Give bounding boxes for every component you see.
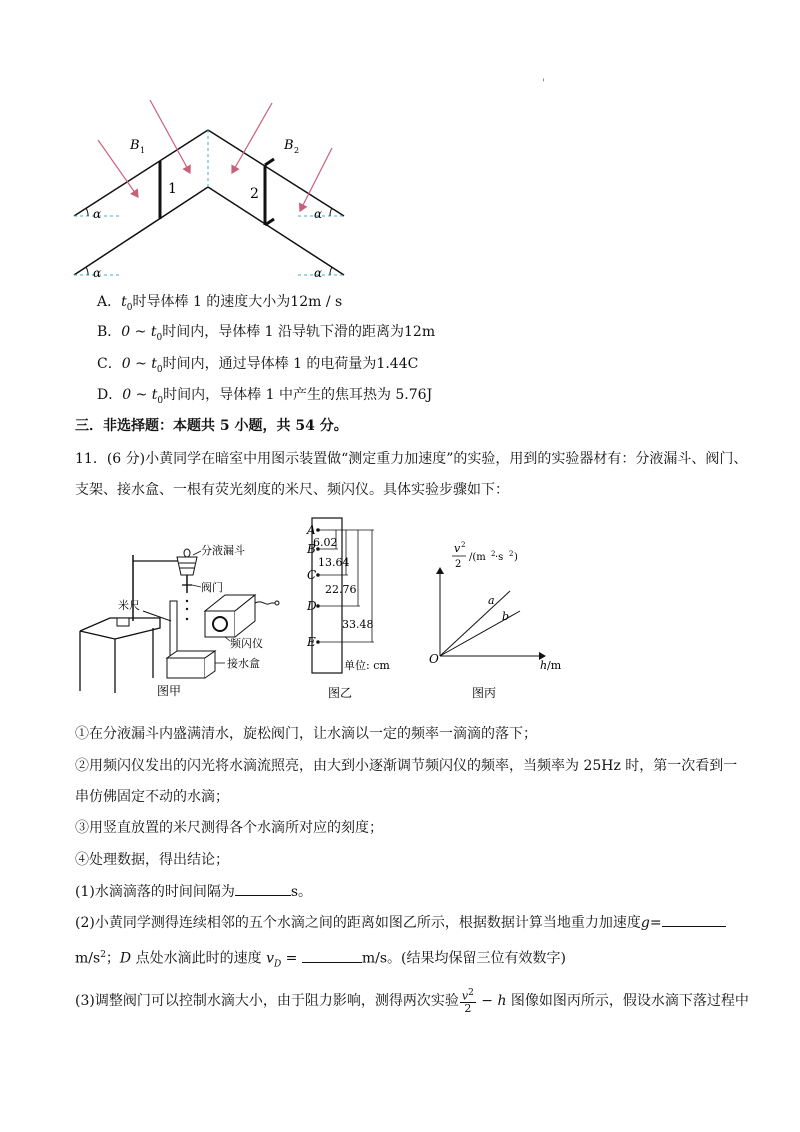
dist-ab: 6.02 — [313, 536, 338, 549]
answer-blank[interactable] — [302, 948, 362, 963]
question-2: (2)小黄同学测得连续相邻的五个水滴之间的距离如图乙所示，根据数据计算当地重力加速度g= — [75, 912, 726, 933]
line-a — [440, 591, 510, 656]
dist-ae: 33.48 — [342, 618, 374, 631]
section-heading: 三．非选择题：本题共 5 小题，共 54 分。 — [75, 418, 348, 434]
angle-arc — [330, 267, 332, 275]
question-1: (1)水滴滴落的时间间隔为 s。 — [75, 881, 312, 902]
y-label-unit2-sup: 2 — [509, 550, 514, 558]
upper-right-rail — [208, 130, 344, 216]
lower-left-rail — [74, 187, 208, 275]
alpha-label: α — [93, 266, 102, 280]
y-label-unit2: ·s — [495, 552, 504, 563]
line-a-label: a — [488, 594, 495, 607]
option-a: A．$t_0$时导体棒 1 的速度大小为12m / s — [97, 294, 343, 313]
b2-label: B — [284, 138, 294, 153]
y-label-num: v — [454, 542, 461, 555]
alpha-label: α — [93, 207, 102, 221]
figure-yi-caption: 图乙 — [328, 686, 353, 700]
dist-ac: 13.64 — [318, 556, 350, 569]
b2-sub: 2 — [294, 146, 300, 155]
rail-diagram — [60, 95, 360, 290]
point-d: D — [307, 599, 317, 613]
step-1: ①在分液漏斗内盛满清水，旋松阀门，让水滴以一定的频率一滴滴的落下； — [75, 726, 537, 742]
step-2a: ②用频闪仪发出的闪光将水滴流照亮，由大到小逐渐调节频闪仪的频率，当频率为 25Hz 时，第一次看到一 — [75, 758, 738, 774]
angle-arc — [86, 208, 88, 216]
y-label-unit-sup: 2 — [491, 550, 496, 558]
x-unit: /m — [547, 659, 562, 672]
rod-1-label: 1 — [168, 181, 177, 197]
angle-arc — [330, 208, 332, 216]
alpha-label: α — [314, 207, 323, 221]
unit-label: 单位: cm — [344, 659, 390, 672]
field-arrow — [150, 100, 190, 173]
angle-arc — [86, 267, 88, 275]
origin-label: O — [429, 652, 439, 666]
upper-left-rail — [74, 130, 208, 216]
figure-jia — [75, 513, 295, 703]
figure-bing-caption: 图丙 — [472, 686, 497, 700]
dist-ad: 22.76 — [325, 583, 357, 596]
strobe-label: 频闪仪 — [230, 637, 263, 650]
step-2b: 串仿佛固定不动的水滴； — [75, 789, 229, 805]
field-arrow — [232, 103, 272, 173]
b1-sub: 1 — [140, 146, 146, 155]
figure-bing — [420, 513, 580, 703]
y-label-close: ) — [514, 552, 518, 563]
alpha-label: α — [314, 266, 323, 280]
answer-blank[interactable] — [235, 881, 291, 896]
option-d: D．0 ~ $t_0$时间内，导体棒 1 中产生的焦耳热为 5.76J — [97, 387, 433, 406]
answer-blank[interactable] — [662, 912, 726, 927]
y-label-den: 2 — [455, 559, 462, 570]
figure-jia-caption: 图甲 — [157, 684, 182, 698]
x-label: h — [540, 659, 548, 672]
option-c: C．0 ~ $t_0$时间内，通过导体棒 1 的电荷量为1.44C — [97, 356, 419, 375]
point-c: C — [307, 568, 317, 582]
q11-line2: 支架、接水盒、一根有荧光刻度的米尺、频闪仪。具体实验步骤如下： — [75, 482, 509, 498]
point-b: B — [307, 542, 316, 556]
figure-yi — [298, 513, 408, 703]
option-b: B．0 ~ $t_0$时间内，导体棒 1 沿导轨下滑的距离为12m — [97, 324, 436, 343]
q11-line1: 11．(6 分)小黄同学在暗室中用图示装置做“测定重力加速度”的实验，用到的实验器材有：分液漏斗、阀门、 — [75, 451, 748, 467]
valve-label: 阀门 — [201, 581, 223, 594]
step-3: ③用竖直放置的米尺测得各个水滴所对应的刻度； — [75, 820, 383, 836]
step-4: ④处理数据，得出结论； — [75, 852, 229, 868]
y-label-sup: 2 — [461, 541, 466, 549]
fraction: $\frac{v^2}{2}$ — [461, 987, 474, 1016]
funnel-label: 分液漏斗 — [201, 544, 245, 557]
y-label-unit: /(m — [469, 552, 486, 563]
ruler-label: 米尺 — [118, 599, 140, 612]
line-b-label: b — [502, 610, 510, 623]
box-label: 接水盒 — [227, 657, 260, 670]
page-mark: ' — [542, 78, 545, 89]
point-a: A — [307, 523, 316, 537]
b1-label: B — [130, 138, 140, 153]
rod-2-label: 2 — [250, 186, 259, 202]
question-2b: $m/s^2$；D 点处水滴此时的速度 $v_D = m/s$。(结果均保留三位有效数字) — [75, 945, 566, 974]
field-arrow — [300, 148, 332, 211]
question-3: (3)调整阀门可以控制水滴大小，由于阻力影响，测得两次实验 $\frac{v^2}{2}$ − h 图像如图丙所示，假设水滴下落过程中 — [75, 987, 749, 1016]
point-e: E — [307, 635, 316, 649]
lower-right-rail — [208, 187, 344, 275]
